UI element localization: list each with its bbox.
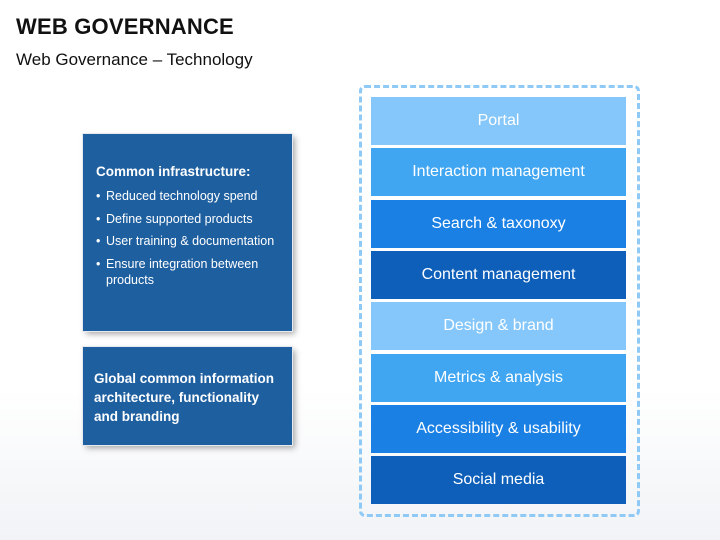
stack-layer-metrics-analysis: Metrics & analysis <box>371 354 626 402</box>
bullet-text: Ensure integration between products <box>106 256 259 287</box>
stack-layer-search-taxonomy: Search & taxonoxy <box>371 200 626 248</box>
bullet-dot-icon: • <box>96 234 101 248</box>
stack-layer-design-brand: Design & brand <box>371 302 626 350</box>
infrastructure-bullet-list <box>96 188 280 289</box>
infrastructure-heading: Common infrastructure: <box>96 164 251 179</box>
bullet-dot-icon: • <box>96 256 101 271</box>
stack-layer-content-management: Content management <box>371 251 626 299</box>
bullet-reduced-spend <box>96 188 280 205</box>
slide-title: WEB GOVERNANCE <box>16 14 234 39</box>
common-infrastructure-box <box>83 134 292 331</box>
bullet-text: Define supported products <box>106 211 253 226</box>
bullet-user-training <box>96 233 280 250</box>
slide-subtitle: Web Governance – Technology <box>16 50 253 69</box>
stack-layer-social-media: Social media <box>371 456 626 504</box>
global-common-text: Global common information architecture, functionality and branding <box>94 371 275 424</box>
bullet-dot-icon: • <box>96 211 101 226</box>
bullet-supported-products <box>96 211 280 228</box>
bullet-text: User training & documentation <box>106 234 275 248</box>
global-common-box <box>83 347 292 445</box>
bullet-ensure-integration <box>96 256 280 289</box>
stack-layer-interaction-management: Interaction management <box>371 148 626 196</box>
bullet-text: Reduced technology spend <box>106 189 258 203</box>
bullet-dot-icon: • <box>96 189 101 203</box>
stack-layer-accessibility-usability: Accessibility & usability <box>371 405 626 453</box>
stack-layer-portal: Portal <box>371 97 626 145</box>
